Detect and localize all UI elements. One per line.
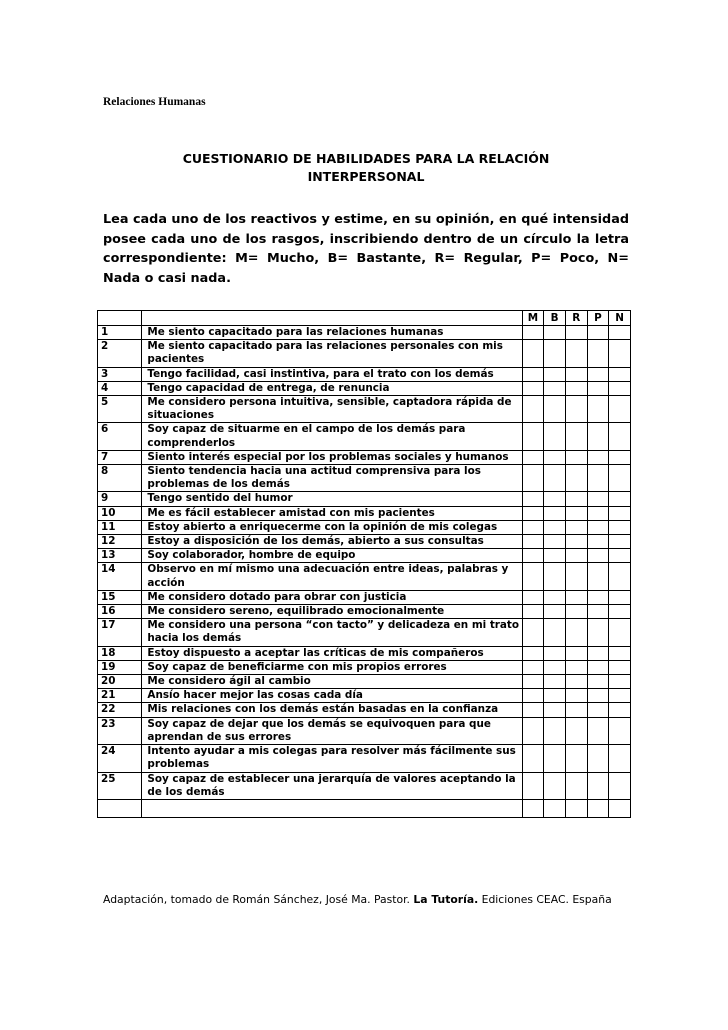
answer-cell-r[interactable]: [565, 423, 587, 450]
answer-cell-r[interactable]: [565, 535, 587, 549]
item-statement: Soy capaz de situarme en el campo de los demás para comprenderlos: [142, 423, 522, 450]
citation-book-title: La Tutoría.: [413, 893, 479, 906]
answer-cell-p[interactable]: [587, 326, 609, 340]
answer-cell-m[interactable]: [522, 465, 544, 492]
item-statement: Observo en mí mismo una adecuación entre ideas, palabras y acción: [142, 563, 522, 590]
item-statement: Estoy a disposición de los demás, abierto a sus consultas: [142, 535, 522, 549]
answer-cell-b[interactable]: [544, 465, 566, 492]
answer-cell-n[interactable]: [609, 367, 631, 381]
item-statement: Me considero dotado para obrar con justicia: [142, 590, 522, 604]
answer-cell-n[interactable]: [609, 646, 631, 660]
answer-cell-n[interactable]: [609, 563, 631, 590]
item-number: 14: [98, 563, 142, 590]
answer-cell-p[interactable]: [587, 465, 609, 492]
empty-cell: [609, 799, 631, 817]
answer-cell-m[interactable]: [522, 563, 544, 590]
answer-cell-m[interactable]: [522, 367, 544, 381]
answer-cell-r[interactable]: [565, 563, 587, 590]
item-statement: Me es fácil establecer amistad con mis pacientes: [142, 506, 522, 520]
answer-cell-b[interactable]: [544, 675, 566, 689]
answer-cell-r[interactable]: [565, 396, 587, 423]
source-citation: [103, 893, 643, 906]
item-number: 11: [98, 520, 142, 534]
empty-cell: [587, 799, 609, 817]
table-row: [98, 745, 631, 772]
item-number: 3: [98, 367, 142, 381]
table-row: [98, 450, 631, 464]
answer-cell-p[interactable]: [587, 549, 609, 563]
header-num-cell: [98, 311, 142, 326]
table-header-row: [98, 311, 631, 326]
table-row: [98, 340, 631, 367]
item-number: 4: [98, 381, 142, 395]
answer-cell-m[interactable]: [522, 605, 544, 619]
answer-cell-b[interactable]: [544, 450, 566, 464]
answer-cell-b[interactable]: [544, 646, 566, 660]
answer-cell-n[interactable]: [609, 506, 631, 520]
answer-cell-n[interactable]: [609, 619, 631, 646]
table-row: [98, 396, 631, 423]
answer-cell-b[interactable]: [544, 689, 566, 703]
answer-cell-m[interactable]: [522, 549, 544, 563]
item-statement: Soy capaz de dejar que los demás se equivoquen para que aprendan de sus errores: [142, 717, 522, 744]
item-number: 19: [98, 660, 142, 674]
answer-cell-p[interactable]: [587, 450, 609, 464]
answer-cell-r[interactable]: [565, 506, 587, 520]
item-number: 12: [98, 535, 142, 549]
answer-cell-r[interactable]: [565, 660, 587, 674]
answer-cell-n[interactable]: [609, 492, 631, 506]
answer-cell-n[interactable]: [609, 689, 631, 703]
table-row: [98, 492, 631, 506]
table-row: [98, 549, 631, 563]
answer-cell-n[interactable]: [609, 381, 631, 395]
item-statement: Tengo sentido del humor: [142, 492, 522, 506]
title-line-1: CUESTIONARIO DE HABILIDADES PARA LA RELACIÓN: [182, 151, 550, 166]
answer-cell-m[interactable]: [522, 396, 544, 423]
answer-cell-p[interactable]: [587, 660, 609, 674]
answer-cell-b[interactable]: [544, 423, 566, 450]
answer-cell-b[interactable]: [544, 605, 566, 619]
header-text-cell: [142, 311, 522, 326]
answer-cell-p[interactable]: [587, 605, 609, 619]
item-statement: Siento interés especial por los problemas sociales y humanos: [142, 450, 522, 464]
answer-cell-p[interactable]: [587, 619, 609, 646]
answer-cell-m[interactable]: [522, 340, 544, 367]
empty-cell: [522, 799, 544, 817]
answer-cell-r[interactable]: [565, 745, 587, 772]
header-option-b: B: [544, 311, 566, 326]
answer-cell-m[interactable]: [522, 772, 544, 799]
answer-cell-m[interactable]: [522, 646, 544, 660]
answer-cell-m[interactable]: [522, 450, 544, 464]
answer-cell-p[interactable]: [587, 590, 609, 604]
table-row-empty: [98, 799, 631, 817]
answer-cell-p[interactable]: [587, 535, 609, 549]
table-row: [98, 660, 631, 674]
item-number: 24: [98, 745, 142, 772]
answer-cell-m[interactable]: [522, 506, 544, 520]
answer-cell-m[interactable]: [522, 423, 544, 450]
item-statement: Me considero persona intuitiva, sensible, captadora rápida de situaciones: [142, 396, 522, 423]
item-statement: Me considero sereno, equilibrado emocionalmente: [142, 605, 522, 619]
answer-cell-r[interactable]: [565, 465, 587, 492]
answer-cell-m[interactable]: [522, 381, 544, 395]
title-line-2: INTERPERSONAL: [307, 169, 425, 184]
page-title: [103, 150, 629, 186]
item-statement: Siento tendencia hacia una actitud comprensiva para los problemas de los demás: [142, 465, 522, 492]
answer-cell-p[interactable]: [587, 675, 609, 689]
answer-cell-n[interactable]: [609, 605, 631, 619]
table-row: [98, 717, 631, 744]
questionnaire-table: [97, 310, 631, 818]
answer-cell-n[interactable]: [609, 660, 631, 674]
answer-cell-b[interactable]: [544, 506, 566, 520]
answer-cell-p[interactable]: [587, 703, 609, 717]
answer-cell-p[interactable]: [587, 506, 609, 520]
answer-cell-b[interactable]: [544, 381, 566, 395]
answer-cell-p[interactable]: [587, 772, 609, 799]
empty-cell: [142, 799, 522, 817]
answer-cell-b[interactable]: [544, 717, 566, 744]
answer-cell-n[interactable]: [609, 772, 631, 799]
answer-cell-b[interactable]: [544, 745, 566, 772]
table-row: [98, 520, 631, 534]
table-row: [98, 326, 631, 340]
answer-cell-r[interactable]: [565, 646, 587, 660]
item-number: 23: [98, 717, 142, 744]
answer-cell-m[interactable]: [522, 326, 544, 340]
answer-cell-m[interactable]: [522, 703, 544, 717]
answer-cell-n[interactable]: [609, 450, 631, 464]
item-number: 10: [98, 506, 142, 520]
answer-cell-p[interactable]: [587, 367, 609, 381]
item-number: 5: [98, 396, 142, 423]
answer-cell-m[interactable]: [522, 660, 544, 674]
answer-cell-n[interactable]: [609, 520, 631, 534]
answer-cell-b[interactable]: [544, 340, 566, 367]
answer-cell-r[interactable]: [565, 772, 587, 799]
item-number: 6: [98, 423, 142, 450]
questionnaire-body: [98, 326, 631, 818]
table-row: [98, 465, 631, 492]
answer-cell-n[interactable]: [609, 465, 631, 492]
table-row: [98, 381, 631, 395]
answer-cell-r[interactable]: [565, 619, 587, 646]
answer-cell-m[interactable]: [522, 717, 544, 744]
instructions-paragraph: Lea cada uno de los reactivos y estime, en su opinión, en qué intensidad posee cada uno de los rasgos, inscribiendo dentro de un círculo la letra correspondiente: M= Mucho, B= Bastante, R= Regular, P= Poco, N= Nada o casi nada.: [103, 212, 629, 286]
item-number: 2: [98, 340, 142, 367]
answer-cell-r[interactable]: [565, 605, 587, 619]
table-row: [98, 772, 631, 799]
answer-cell-n[interactable]: [609, 590, 631, 604]
citation-prefix: Adaptación, tomado de Román Sánchez, José Ma. Pastor.: [103, 893, 414, 906]
table-row: [98, 689, 631, 703]
answer-cell-m[interactable]: [522, 535, 544, 549]
empty-cell: [544, 799, 566, 817]
page-header: Relaciones Humanas: [103, 96, 206, 108]
item-number: 21: [98, 689, 142, 703]
answer-cell-n[interactable]: [609, 549, 631, 563]
answer-cell-r[interactable]: [565, 326, 587, 340]
item-number: 15: [98, 590, 142, 604]
answer-cell-p[interactable]: [587, 563, 609, 590]
answer-cell-p[interactable]: [587, 381, 609, 395]
answer-cell-b[interactable]: [544, 520, 566, 534]
item-number: 8: [98, 465, 142, 492]
answer-cell-p[interactable]: [587, 340, 609, 367]
citation-suffix: Ediciones CEAC. España: [478, 893, 612, 906]
answer-cell-n[interactable]: [609, 396, 631, 423]
table-row: [98, 646, 631, 660]
item-statement: Ansío hacer mejor las cosas cada día: [142, 689, 522, 703]
answer-cell-p[interactable]: [587, 492, 609, 506]
item-statement: Soy capaz de beneficiarme con mis propios errores: [142, 660, 522, 674]
answer-cell-p[interactable]: [587, 520, 609, 534]
table-row: [98, 703, 631, 717]
item-statement: Soy capaz de establecer una jerarquía de valores aceptando la de los demás: [142, 772, 522, 799]
answer-cell-r[interactable]: [565, 520, 587, 534]
answer-cell-m[interactable]: [522, 590, 544, 604]
answer-cell-r[interactable]: [565, 549, 587, 563]
answer-cell-p[interactable]: [587, 689, 609, 703]
answer-cell-n[interactable]: [609, 340, 631, 367]
item-statement: Estoy dispuesto a aceptar las críticas de mis compañeros: [142, 646, 522, 660]
item-statement: Tengo capacidad de entrega, de renuncia: [142, 381, 522, 395]
answer-cell-r[interactable]: [565, 590, 587, 604]
item-statement: Soy colaborador, hombre de equipo: [142, 549, 522, 563]
item-number: 25: [98, 772, 142, 799]
item-number: 16: [98, 605, 142, 619]
answer-cell-p[interactable]: [587, 646, 609, 660]
header-option-n: N: [609, 311, 631, 326]
answer-cell-b[interactable]: [544, 619, 566, 646]
answer-cell-n[interactable]: [609, 675, 631, 689]
item-number: 20: [98, 675, 142, 689]
answer-cell-r[interactable]: [565, 381, 587, 395]
answer-cell-n[interactable]: [609, 703, 631, 717]
item-statement: Tengo facilidad, casi instintiva, para el trato con los demás: [142, 367, 522, 381]
item-statement: Intento ayudar a mis colegas para resolver más fácilmente sus problemas: [142, 745, 522, 772]
answer-cell-n[interactable]: [609, 745, 631, 772]
answer-cell-b[interactable]: [544, 660, 566, 674]
answer-cell-p[interactable]: [587, 745, 609, 772]
answer-cell-p[interactable]: [587, 717, 609, 744]
table-row: [98, 619, 631, 646]
item-statement: Estoy abierto a enriquecerme con la opinión de mis colegas: [142, 520, 522, 534]
table-row: [98, 590, 631, 604]
answer-cell-n[interactable]: [609, 326, 631, 340]
answer-cell-m[interactable]: [522, 492, 544, 506]
answer-cell-r[interactable]: [565, 340, 587, 367]
answer-cell-m[interactable]: [522, 520, 544, 534]
answer-cell-b[interactable]: [544, 367, 566, 381]
answer-cell-p[interactable]: [587, 396, 609, 423]
answer-cell-r[interactable]: [565, 450, 587, 464]
table-row: [98, 563, 631, 590]
empty-cell: [98, 799, 142, 817]
answer-cell-m[interactable]: [522, 745, 544, 772]
answer-cell-b[interactable]: [544, 549, 566, 563]
item-number: 1: [98, 326, 142, 340]
answer-cell-r[interactable]: [565, 367, 587, 381]
table-row: [98, 506, 631, 520]
answer-cell-b[interactable]: [544, 396, 566, 423]
table-row: [98, 675, 631, 689]
answer-cell-r[interactable]: [565, 689, 587, 703]
answer-cell-n[interactable]: [609, 717, 631, 744]
answer-cell-r[interactable]: [565, 717, 587, 744]
table-row: [98, 423, 631, 450]
item-statement: Me siento capacitado para las relaciones personales con mis pacientes: [142, 340, 522, 367]
item-number: 13: [98, 549, 142, 563]
item-statement: Me considero una persona “con tacto” y delicadeza en mi trato hacia los demás: [142, 619, 522, 646]
item-number: 22: [98, 703, 142, 717]
item-statement: Me considero ágil al cambio: [142, 675, 522, 689]
answer-cell-b[interactable]: [544, 703, 566, 717]
item-statement: Mis relaciones con los demás están basadas en la confianza: [142, 703, 522, 717]
table-row: [98, 367, 631, 381]
answer-cell-r[interactable]: [565, 703, 587, 717]
answer-cell-m[interactable]: [522, 619, 544, 646]
answer-cell-b[interactable]: [544, 772, 566, 799]
item-number: 18: [98, 646, 142, 660]
item-number: 17: [98, 619, 142, 646]
answer-cell-r[interactable]: [565, 492, 587, 506]
empty-cell: [565, 799, 587, 817]
item-number: 9: [98, 492, 142, 506]
answer-cell-b[interactable]: [544, 535, 566, 549]
table-row: [98, 605, 631, 619]
answer-cell-b[interactable]: [544, 563, 566, 590]
header-option-m: M: [522, 311, 544, 326]
answer-cell-n[interactable]: [609, 535, 631, 549]
answer-cell-b[interactable]: [544, 590, 566, 604]
answer-cell-b[interactable]: [544, 326, 566, 340]
item-statement: Me siento capacitado para las relaciones humanas: [142, 326, 522, 340]
answer-cell-b[interactable]: [544, 492, 566, 506]
answer-cell-n[interactable]: [609, 423, 631, 450]
answer-cell-p[interactable]: [587, 423, 609, 450]
item-number: 7: [98, 450, 142, 464]
header-option-p: P: [587, 311, 609, 326]
table-row: [98, 535, 631, 549]
answer-cell-m[interactable]: [522, 675, 544, 689]
header-option-r: R: [565, 311, 587, 326]
answer-cell-r[interactable]: [565, 675, 587, 689]
answer-cell-m[interactable]: [522, 689, 544, 703]
